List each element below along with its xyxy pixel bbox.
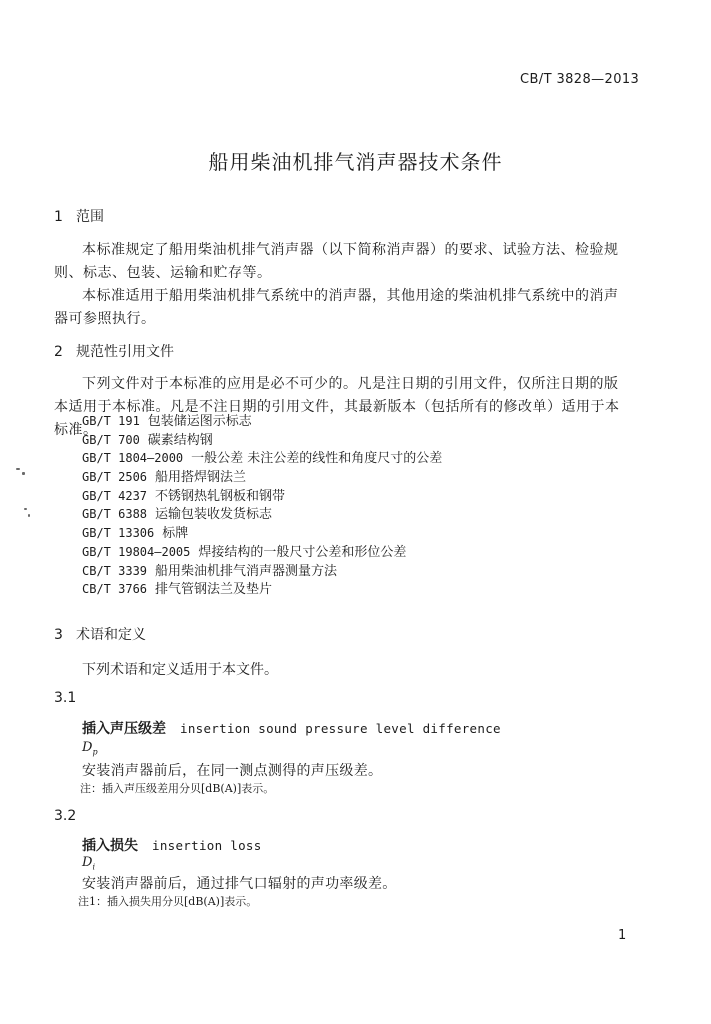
clause-number: 3.1 bbox=[54, 690, 77, 706]
term-definition: 安装消声器前后，在同一测点测得的声压级差。 bbox=[82, 763, 383, 779]
reference-item bbox=[82, 449, 442, 468]
symbol-base: D bbox=[82, 740, 93, 755]
term-english: insertion sound pressure level difference bbox=[180, 721, 501, 736]
section-number: 1 bbox=[54, 209, 63, 225]
reference-title: 碳素结构钢 bbox=[147, 432, 213, 448]
clause-number: 3.2 bbox=[54, 808, 77, 824]
reference-code: GB/T 1804—2000 bbox=[82, 451, 184, 466]
reference-title: 焊接结构的一般尺寸公差和形位公差 bbox=[198, 544, 407, 560]
reference-code: GB/T 4237 bbox=[82, 488, 148, 503]
reference-title: 排气管钢法兰及垫片 bbox=[155, 582, 273, 598]
normative-reference-list bbox=[82, 412, 442, 599]
reference-code: GB/T 2506 bbox=[82, 470, 148, 485]
standard-code-header: CB/T 3828—2013 bbox=[520, 72, 640, 87]
scan-speck bbox=[16, 468, 20, 470]
term-chinese: 插入损失 bbox=[82, 838, 138, 854]
reference-code: GB/T 700 bbox=[82, 432, 140, 447]
section-3-intro: 下列术语和定义适用于本文件。 bbox=[82, 662, 278, 678]
section-1-paragraph-2: 本标准适用于船用柴油机排气系统中的消声器，其他用途的柴油机排气系统中的消声器可参照执行。 bbox=[54, 288, 619, 327]
reference-item bbox=[82, 505, 442, 524]
reference-title: 包装储运图示标志 bbox=[147, 414, 252, 429]
term-symbol bbox=[82, 855, 95, 872]
reference-title: 船用柴油机排气消声器测量方法 bbox=[155, 563, 338, 579]
reference-title: 不锈钢热轧钢板和钢带 bbox=[155, 488, 286, 504]
scan-speck bbox=[28, 514, 30, 517]
reference-code: GB/T 6388 bbox=[82, 507, 148, 522]
section-title: 规范性引用文件 bbox=[76, 344, 174, 360]
reference-item bbox=[82, 487, 442, 506]
reference-item bbox=[82, 468, 442, 487]
reference-item bbox=[82, 580, 442, 599]
reference-item bbox=[82, 562, 442, 581]
section-3-heading bbox=[54, 624, 146, 644]
document-title: 船用柴油机排气消声器技术条件 bbox=[208, 150, 503, 174]
reference-item bbox=[82, 431, 442, 450]
reference-item bbox=[82, 524, 442, 543]
scan-speck bbox=[22, 472, 25, 475]
page-number: 1 bbox=[618, 928, 627, 943]
term-symbol bbox=[82, 740, 98, 757]
section-title: 术语和定义 bbox=[76, 627, 146, 643]
reference-code: CB/T 3339 bbox=[82, 563, 148, 578]
reference-code: GB/T 191 bbox=[82, 414, 140, 428]
term-note: 注：插入声压级差用分贝[dB(A)]表示。 bbox=[80, 782, 275, 795]
reference-code: GB/T 19804—2005 bbox=[82, 544, 191, 559]
reference-code: GB/T 13306 bbox=[82, 526, 155, 541]
term-heading bbox=[82, 835, 262, 855]
symbol-subscript: p bbox=[92, 747, 98, 757]
section-2-heading bbox=[54, 341, 174, 361]
section-1-paragraph-1: 本标准规定了船用柴油机排气消声器（以下简称消声器）的要求、试验方法、检验规则、标志、包装、运输和贮存等。 bbox=[54, 242, 619, 281]
section-number: 3 bbox=[54, 627, 63, 643]
reference-item bbox=[82, 412, 442, 431]
reference-title: 运输包装收发货标志 bbox=[155, 507, 273, 523]
section-title: 范围 bbox=[76, 209, 104, 225]
reference-title: 一般公差 未注公差的线性和角度尺寸的公差 bbox=[191, 451, 443, 467]
symbol-base: D bbox=[82, 855, 93, 870]
symbol-subscript: i bbox=[92, 862, 95, 872]
term-note: 注1：插入损失用分贝[dB(A)]表示。 bbox=[78, 895, 258, 908]
reference-title: 船用搭焊钢法兰 bbox=[155, 470, 247, 486]
section-2-intro: 下列文件对于本标准的应用是必不可少的。凡是注日期的引用文件，仅所注日期的版本适用于本标准。凡是不注日期的引用文件，其最新版本（包括所有的修改单）适用于本标准。 bbox=[54, 376, 620, 438]
reference-title: 标牌 bbox=[162, 526, 189, 542]
term-heading bbox=[82, 718, 501, 738]
reference-code: CB/T 3766 bbox=[82, 582, 148, 597]
term-definition: 安装消声器前后，通过排气口辐射的声功率级差。 bbox=[82, 876, 397, 892]
section-1-heading bbox=[54, 206, 104, 226]
section-number: 2 bbox=[54, 344, 63, 360]
reference-item bbox=[82, 543, 442, 562]
term-english: insertion loss bbox=[152, 838, 262, 853]
scan-speck bbox=[24, 508, 27, 510]
term-chinese: 插入声压级差 bbox=[82, 721, 166, 737]
